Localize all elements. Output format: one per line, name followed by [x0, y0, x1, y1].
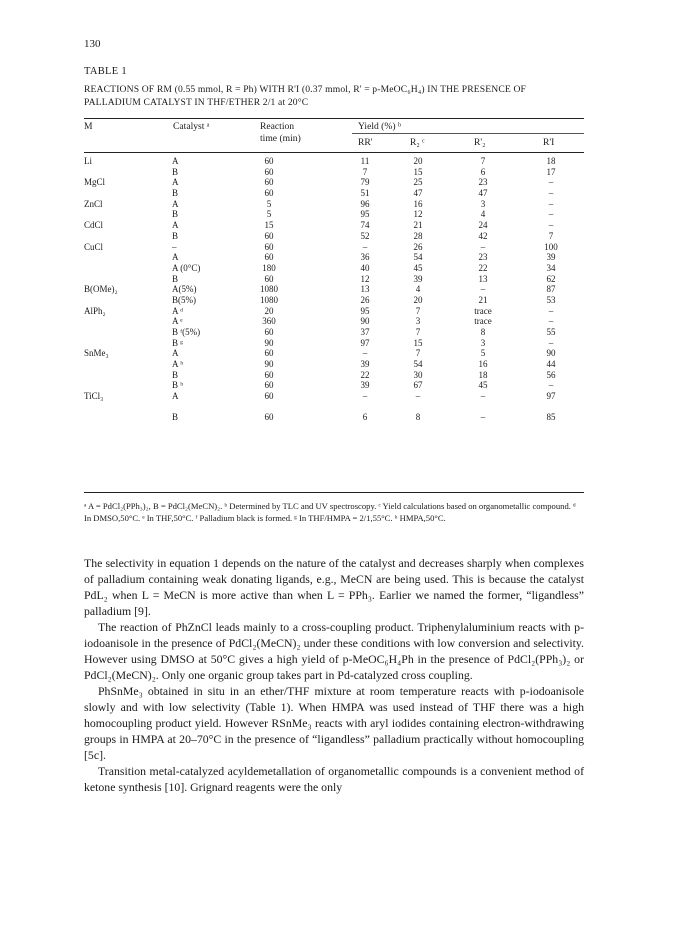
header-time-line1: Reaction — [260, 121, 295, 132]
table-cell-time: 1080 — [260, 284, 278, 295]
header-m: M — [84, 121, 93, 132]
table-cell-time: 60 — [264, 273, 274, 284]
header-yield: Yield (%) ᵇ — [358, 121, 401, 132]
table-bottom-rule — [84, 492, 584, 493]
table-cell-r2: 8 — [415, 411, 421, 422]
yield-rule — [352, 133, 584, 134]
table-cell-rp2: 18 — [478, 369, 488, 380]
table-cell-r1: 62 — [546, 273, 556, 284]
table-cell-catalyst: B — [172, 209, 179, 220]
paragraph-3: PhSnMe₃ obtained in situ in an ether/THF mixture at room temperature reacts with p-iodoanisole slowly and with low selectivity (Table 1). When HMPA was used instead of THF there was a high homocoupling product yield. However RSnMe₃ reacts with aryl iodides containing electron-withdrawing groups in HMPA at 20–70°C in the presence of “ligandless” palladium practically without homocoupling [5c]. — [84, 684, 584, 762]
table-cell-r1: 39 — [546, 252, 556, 263]
table-cell-catalyst: B — [172, 411, 179, 422]
table-cell-rp2: 45 — [478, 380, 488, 391]
table-cell-rr: 36 — [360, 252, 370, 263]
table-row — [84, 252, 584, 263]
table-cell-time: 90 — [264, 359, 274, 370]
table-cell-rr: 22 — [360, 369, 370, 380]
table-cell-r2: 45 — [413, 262, 423, 273]
table-row — [84, 370, 584, 381]
table-row — [84, 263, 584, 274]
body-text — [84, 555, 584, 795]
table-cell-rr: 95 — [360, 209, 370, 220]
header-time-line2: time (min) — [260, 133, 301, 144]
table-cell-rr: 39 — [360, 359, 370, 370]
table-cell-r1: – — [548, 177, 554, 188]
table-cell-rr: 52 — [360, 230, 370, 241]
table-cell-catalyst: B — [172, 273, 179, 284]
table-row — [84, 242, 584, 253]
table-cell-m: TiCl₃ — [84, 391, 104, 402]
table-cell-rr: 51 — [360, 188, 370, 199]
table-cell-rr: 37 — [360, 327, 370, 337]
table-cell-rr: 13 — [360, 284, 370, 295]
table-cell-m: AlPh₂ — [84, 305, 106, 316]
table-cell-m: ZnCl — [84, 198, 103, 209]
table-cell-catalyst: B(5%) — [172, 294, 196, 305]
table-cell-rp2: 21 — [478, 294, 488, 305]
table-cell-r2: 21 — [413, 220, 423, 231]
table-cell-r2: – — [415, 391, 421, 402]
table-row — [84, 177, 584, 188]
table-cell-r2: 15 — [413, 166, 423, 177]
table-cell-time: 60 — [264, 380, 274, 391]
table-cell-r2: 12 — [413, 209, 423, 220]
table-cell-catalyst: A — [172, 177, 179, 188]
paragraph-1: The selectivity in equation 1 depends on the nature of the catalyst and decreases sharply when complexes of palladium containing weak donating ligands, e.g., MeCN are being used. This is because the catalyst PdL₂ when L = MeCN is more active than when L = PPh₃. Earlier we named the former, “ligandless” palladium [9]. — [84, 556, 584, 618]
table-cell-rp2: – — [480, 391, 486, 402]
table-cell-time: 5 — [266, 198, 272, 209]
table-cell-r1: 44 — [546, 359, 556, 370]
table-label: TABLE 1 — [84, 66, 127, 77]
table-cell-m: CuCl — [84, 241, 104, 252]
table-cell-time: 60 — [264, 348, 274, 359]
table-cell-time: 360 — [262, 316, 276, 327]
table-cell-rp2: 23 — [478, 177, 488, 188]
paragraph-4: Transition metal-catalyzed acyldemetallation of organometallic compounds is a convenient method of ketone synthesis [10]. Grignard reagents were the only — [84, 764, 584, 794]
table-cell-catalyst: A(5%) — [172, 284, 197, 295]
table-row — [84, 199, 584, 210]
table-row — [84, 209, 584, 220]
table-cell-catalyst: A (0°C) — [172, 262, 201, 273]
table-cell-time: 180 — [262, 262, 276, 273]
table-cell-rr: 40 — [360, 262, 370, 273]
table-cell-rr: 90 — [360, 316, 370, 327]
table-row — [84, 231, 584, 242]
table-cell-r1: – — [548, 337, 554, 348]
table-cell-r1: 53 — [546, 294, 556, 305]
table-cell-r2: 39 — [413, 273, 423, 284]
table-cell-r1: 55 — [546, 327, 556, 337]
table-cell-r1: – — [548, 209, 554, 220]
table-cell-rp2: 6 — [480, 166, 486, 177]
table-cell-r1: – — [548, 316, 554, 327]
table-row — [84, 284, 584, 295]
table-row — [84, 327, 584, 338]
table-cell-catalyst: A — [172, 348, 179, 359]
header-catalyst: Catalyst ᵃ — [173, 121, 210, 132]
table-body — [84, 156, 584, 423]
table-row — [84, 316, 584, 327]
table-cell-rr: 12 — [360, 273, 370, 284]
table-cell-rr: 39 — [360, 380, 370, 391]
table-cell-r2: 7 — [415, 327, 421, 337]
table-cell-time: 15 — [264, 220, 274, 231]
table-cell-rp2: 16 — [478, 359, 488, 370]
table-cell-r1: 34 — [546, 262, 556, 273]
table-cell-r1: 18 — [546, 156, 556, 166]
table-row — [84, 306, 584, 317]
table-cell-catalyst: A — [172, 198, 179, 209]
table-cell-time: 90 — [264, 337, 274, 348]
table-cell-r2: 30 — [413, 369, 423, 380]
table-cell-time: 60 — [264, 166, 274, 177]
table-cell-rp2: – — [480, 284, 486, 295]
table-cell-m: Li — [84, 156, 92, 166]
table-cell-m: CdCl — [84, 220, 104, 231]
table-cell-r1: – — [548, 220, 554, 231]
header-r2: R₂ ᶜ — [410, 137, 425, 148]
table-cell-rr: – — [362, 348, 368, 359]
table-cell-rp2: 7 — [480, 156, 486, 166]
table-cell-rr: – — [362, 241, 368, 252]
table-cell-time: 20 — [264, 305, 274, 316]
table-cell-catalyst: B ʰ — [172, 380, 184, 391]
table-cell-rp2: – — [480, 411, 486, 422]
table-cell-catalyst: B — [172, 166, 179, 177]
table-cell-r1: – — [548, 305, 554, 316]
table-cell-catalyst: B — [172, 230, 179, 241]
table-cell-r2: 20 — [413, 156, 423, 166]
table-cell-time: 1080 — [260, 294, 278, 305]
table-row — [84, 188, 584, 199]
page-number: 130 — [84, 38, 101, 50]
table-cell-catalyst: A ʰ — [172, 359, 184, 370]
table-row — [84, 412, 584, 423]
table-cell-rp2: 24 — [478, 220, 488, 231]
table-cell-r1: 97 — [546, 391, 556, 402]
table-cell-r2: 54 — [413, 252, 423, 263]
table-cell-r1: 17 — [546, 166, 556, 177]
table-cell-rr: – — [362, 391, 368, 402]
table-cell-rp2: 3 — [480, 337, 486, 348]
table-cell-rp2: 42 — [478, 230, 488, 241]
table-cell-catalyst: A ᵈ — [172, 305, 184, 316]
table-row — [84, 295, 584, 306]
table-cell-time: 60 — [264, 241, 274, 252]
table-row — [84, 156, 584, 167]
table-cell-rp2: 3 — [480, 198, 486, 209]
table-cell-r1: 85 — [546, 411, 556, 422]
table-cell-time: 60 — [264, 327, 274, 337]
table-footnotes: ᵃ A = PdCl₂(PPh₃)₂, B = PdCl₂(MeCN)₂. ᵇ Determined by TLC and UV spectroscopy. ᶜ Yield calculations based on organometallic compound. ᵈ In DMSO,50°C. ᵉ In THF,50°C. ᶠ Palladium black is formed. ᵍ In THF/HMPA = 2/1,55°C. ʰ HMPA,50°C. — [84, 501, 576, 523]
table-row — [84, 167, 584, 178]
paragraph-2: The reaction of PhZnCl leads mainly to a cross-coupling product. Triphenylaluminium reacts with p-iodoanisole in the presence of PdCl₂(MeCN)₂ under these conditions with low conversion and selectivity. However using DMSO at 50°C gives a high yield of p-MeOC₆H₄Ph in the presence of PdCl₂(PPh₃)₂ or PdCl₂(MeCN)₂. Only one organic group takes part in Pd-catalyzed cross coupling. — [84, 620, 584, 682]
table-cell-catalyst: A ᵉ — [172, 316, 183, 327]
table-cell-rp2: 47 — [478, 188, 488, 199]
table-cell-time: 60 — [264, 177, 274, 188]
table-cell-r1: 56 — [546, 369, 556, 380]
table-cell-catalyst: A — [172, 220, 179, 231]
table-cell-rp2: 5 — [480, 348, 486, 359]
table-cell-rr: 74 — [360, 220, 370, 231]
table-cell-rp2: 13 — [478, 273, 488, 284]
table-cell-r2: 7 — [415, 348, 421, 359]
table-cell-rr: 95 — [360, 305, 370, 316]
table-cell-rp2: 4 — [480, 209, 486, 220]
table-row — [84, 348, 584, 359]
table-cell-r1: 7 — [548, 230, 554, 241]
table-cell-catalyst: B — [172, 369, 179, 380]
table-cell-r1: 87 — [546, 284, 556, 295]
table-cell-rr: 26 — [360, 294, 370, 305]
table-cell-catalyst: A — [172, 252, 179, 263]
table-cell-r1: – — [548, 380, 554, 391]
table-cell-time: 60 — [264, 156, 274, 166]
table-cell-r2: 28 — [413, 230, 423, 241]
table-row — [84, 359, 584, 370]
table-row — [84, 274, 584, 285]
table-cell-r2: 67 — [413, 380, 423, 391]
table-cell-rr: 6 — [362, 411, 368, 422]
table-cell-time: 60 — [264, 188, 274, 199]
table-cell-rr: 11 — [360, 156, 370, 166]
table-cell-r1: – — [548, 188, 554, 199]
table-row — [84, 380, 584, 391]
table-cell-rr: 79 — [360, 177, 370, 188]
table-cell-time: 5 — [266, 209, 272, 220]
table-cell-catalyst: – — [172, 241, 177, 252]
table-cell-r2: 15 — [413, 337, 423, 348]
table-top-rule — [84, 118, 584, 119]
table-cell-r2: 20 — [413, 294, 423, 305]
table-cell-rr: 96 — [360, 198, 370, 209]
table-caption: REACTIONS OF RM (0.55 mmol, R = Ph) WITH R'I (0.37 mmol, R' = p-MeOC₆H₄) IN THE PRESENCE OF PALLADIUM CATALYST IN THF/ETHER 2/1 at 20°C — [84, 84, 527, 108]
table-cell-r1: – — [548, 198, 554, 209]
header-rr: RR' — [358, 137, 373, 148]
table-cell-m: B(OMe)₂ — [84, 284, 118, 295]
table-cell-catalyst: B — [172, 188, 179, 199]
table-cell-r1: 90 — [546, 348, 556, 359]
table-cell-rp2: – — [480, 241, 486, 252]
table-cell-time: 60 — [264, 252, 274, 263]
table-cell-r2: 54 — [413, 359, 423, 370]
table-cell-catalyst: B ᵍ — [172, 337, 183, 348]
table-cell-catalyst: A — [172, 156, 179, 166]
table-cell-rp2: 8 — [480, 327, 486, 337]
table-cell-r2: 26 — [413, 241, 423, 252]
table-cell-catalyst: B ᶠ(5%) — [172, 327, 201, 337]
table-cell-rr: 97 — [360, 337, 370, 348]
table-cell-r2: 7 — [415, 305, 421, 316]
table-cell-time: 60 — [264, 411, 274, 422]
table-row — [84, 220, 584, 231]
table-cell-catalyst: A — [172, 391, 179, 402]
table-cell-rr: 7 — [362, 166, 368, 177]
table-cell-r2: 25 — [413, 177, 423, 188]
header-rp2: R'₂ — [474, 137, 486, 148]
table-cell-r2: 16 — [413, 198, 423, 209]
table-row — [84, 338, 584, 349]
table-cell-r2: 47 — [413, 188, 423, 199]
table-cell-time: 60 — [264, 391, 274, 402]
table-cell-rp2: trace — [474, 305, 492, 316]
table-row — [84, 391, 584, 402]
table-cell-m: SnMe₃ — [84, 348, 109, 359]
table-cell-time: 60 — [264, 230, 274, 241]
table-cell-r2: 4 — [415, 284, 421, 295]
table-cell-r2: 3 — [415, 316, 421, 327]
table-header-rule — [84, 152, 584, 153]
table-cell-rp2: 23 — [478, 252, 488, 263]
table-cell-r1: 100 — [544, 241, 558, 252]
table-cell-rp2: trace — [474, 316, 492, 327]
table-cell-rp2: 22 — [478, 262, 488, 273]
table-cell-m: MgCl — [84, 177, 106, 188]
header-r1: R'I — [543, 137, 555, 148]
table-cell-time: 60 — [264, 369, 274, 380]
